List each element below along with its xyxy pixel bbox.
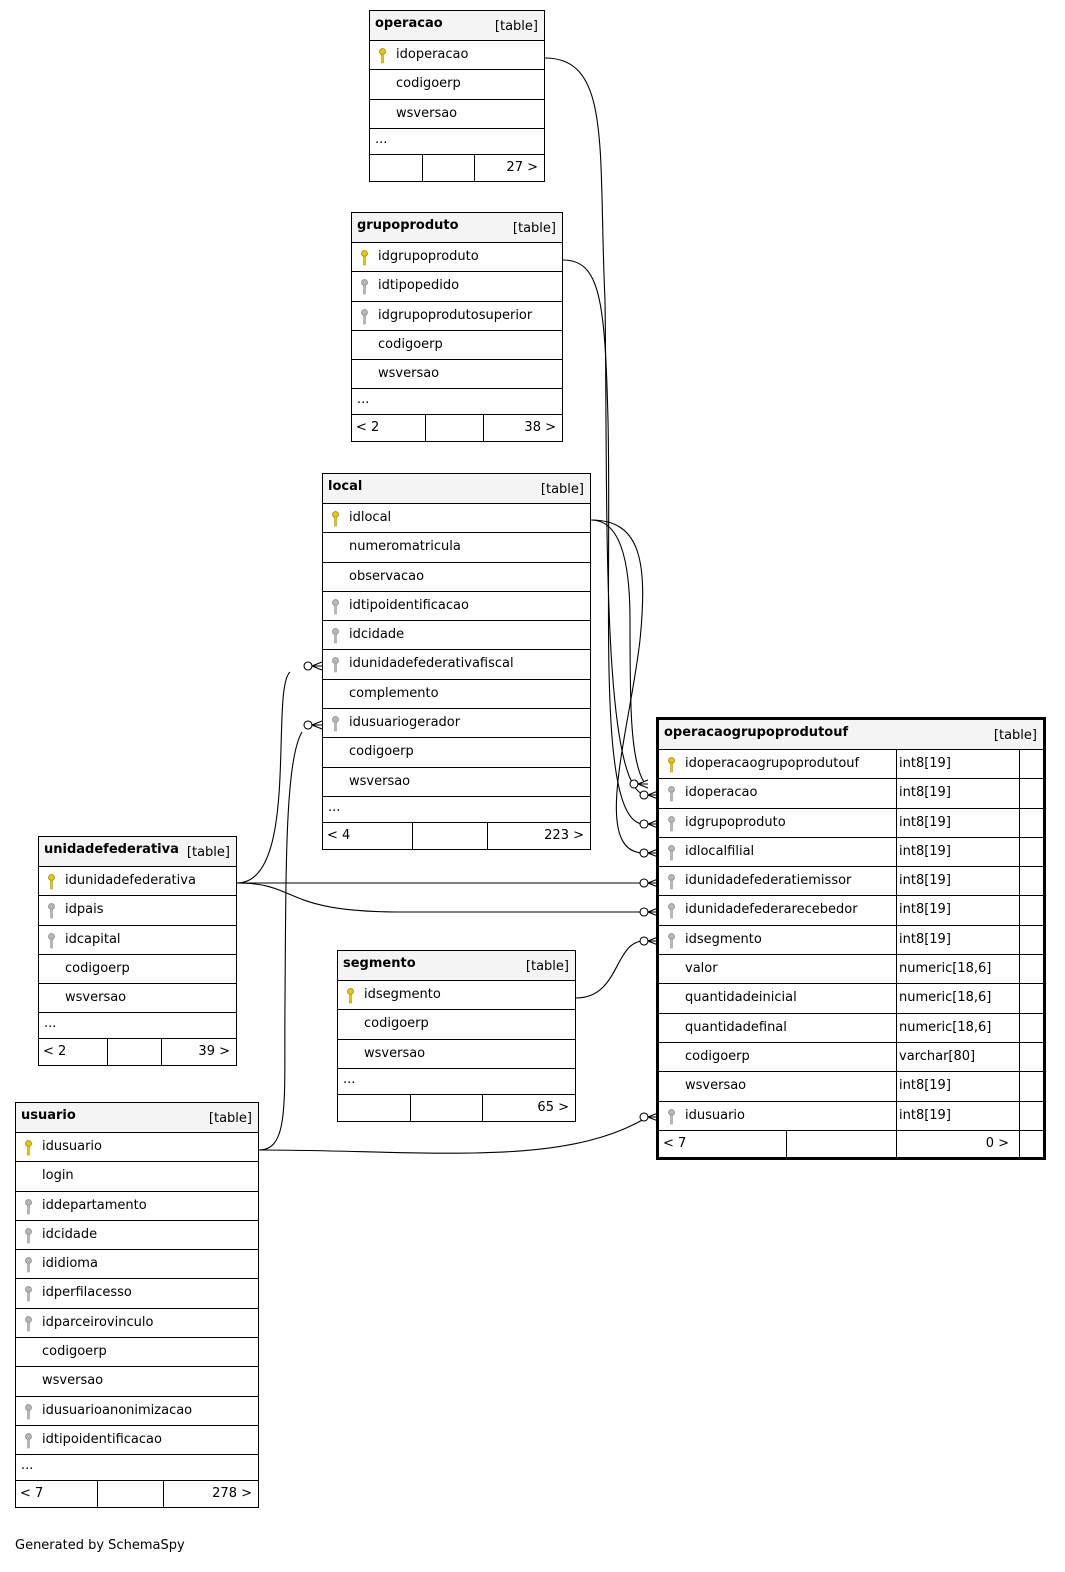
column-row[interactable] <box>338 981 575 1010</box>
column-row[interactable] <box>370 100 544 129</box>
column-name: idunidadefederarecebedor <box>685 902 858 918</box>
foreign-key-icon <box>331 628 340 644</box>
table-header <box>39 837 236 867</box>
column-row[interactable] <box>352 302 562 331</box>
column-name: idparceirovinculo <box>42 1314 154 1330</box>
column-name: wsversao <box>378 366 440 382</box>
foreign-key-icon <box>24 1316 33 1332</box>
table-operacaogrupoprodutouf[interactable] <box>656 717 1046 1160</box>
table-unidadefederativa[interactable] <box>38 836 237 1066</box>
column-divider <box>896 1102 897 1131</box>
footer-divider <box>786 1131 787 1157</box>
column-divider <box>1019 1102 1020 1131</box>
column-divider <box>1019 955 1020 984</box>
more-columns[interactable]: ... <box>338 1069 575 1095</box>
footer-divider <box>896 1131 897 1157</box>
column-type: int8[19] <box>899 873 951 889</box>
column-row[interactable] <box>352 331 562 360</box>
child-count[interactable]: 38 > <box>524 420 556 436</box>
more-columns[interactable]: ... <box>16 1455 258 1481</box>
column-row[interactable] <box>659 838 1043 867</box>
table-type: [table] <box>993 728 1037 743</box>
column-name: codigoerp <box>685 1048 750 1064</box>
column-divider <box>896 1014 897 1043</box>
column-row[interactable] <box>39 867 236 896</box>
column-name: idunidadefederatiemissor <box>685 873 852 889</box>
edge-usuario-local <box>259 732 302 1150</box>
column-divider <box>896 779 897 808</box>
foreign-key-icon <box>47 903 56 919</box>
parent-count[interactable]: < 2 <box>43 1044 67 1060</box>
column-row[interactable] <box>659 896 1043 925</box>
column-divider <box>1019 779 1020 808</box>
footer-divider <box>107 1039 108 1065</box>
edge-uf-local <box>237 672 290 883</box>
column-row[interactable] <box>16 1162 258 1191</box>
optional-cardinality-marker <box>640 849 648 857</box>
table-footer <box>659 1131 1043 1157</box>
column-row[interactable] <box>659 867 1043 896</box>
footer-divider <box>412 823 413 849</box>
table-grupoproduto[interactable] <box>351 212 563 442</box>
column-divider <box>896 896 897 925</box>
edge-usuario <box>259 1119 644 1153</box>
column-name: iddepartamento <box>42 1197 147 1213</box>
column-row[interactable] <box>370 41 544 70</box>
column-row[interactable] <box>659 1014 1043 1043</box>
column-name: codigoerp <box>349 744 414 760</box>
column-name: wsversao <box>349 773 411 789</box>
foreign-key-icon <box>24 1433 33 1449</box>
column-type: numeric[18,6] <box>899 1019 992 1035</box>
column-name: idtipoidentificacao <box>42 1431 162 1447</box>
table-footer <box>16 1481 258 1507</box>
column-type: int8[19] <box>899 814 951 830</box>
column-divider <box>896 984 897 1013</box>
column-name: idlocal <box>349 510 392 525</box>
column-name: idtipopedido <box>378 278 460 294</box>
column-row[interactable] <box>659 1072 1043 1101</box>
table-name[interactable]: grupoproduto <box>357 218 459 233</box>
column-row[interactable] <box>659 809 1043 838</box>
column-divider <box>1019 867 1020 896</box>
column-divider <box>896 1043 897 1072</box>
foreign-key-icon <box>667 845 676 861</box>
table-type: [table] <box>512 221 556 236</box>
column-name: codigoerp <box>378 336 443 352</box>
primary-key-icon <box>378 48 387 64</box>
parent-count[interactable]: < 7 <box>20 1486 44 1502</box>
column-divider <box>1019 750 1020 779</box>
many-cardinality-marker <box>312 721 322 729</box>
foreign-key-icon <box>667 874 676 890</box>
primary-key-icon <box>47 874 56 890</box>
column-row[interactable] <box>323 592 590 621</box>
column-row[interactable] <box>16 1192 258 1221</box>
many-cardinality-marker <box>312 662 322 670</box>
more-columns[interactable]: ... <box>370 129 544 155</box>
column-divider <box>896 1072 897 1101</box>
foreign-key-icon <box>24 1286 33 1302</box>
column-name: quantidadefinal <box>685 1019 787 1035</box>
column-row[interactable] <box>16 1133 258 1162</box>
more-columns[interactable]: ... <box>39 1013 236 1039</box>
column-row[interactable] <box>323 680 590 709</box>
column-name: wsversao <box>685 1078 747 1094</box>
table-name[interactable]: operacao <box>375 16 443 31</box>
table-name[interactable]: unidadefederativa <box>44 842 179 857</box>
column-name: codigoerp <box>42 1344 107 1360</box>
column-name: codigoerp <box>364 1016 429 1032</box>
optional-cardinality-marker <box>640 791 648 799</box>
foreign-key-icon <box>331 599 340 615</box>
edge-segmento <box>576 941 644 998</box>
column-name: idunidadefederativafiscal <box>349 656 514 672</box>
column-name: idlocalfilial <box>685 843 755 859</box>
column-name: wsversao <box>65 990 127 1006</box>
column-name: wsversao <box>396 105 458 121</box>
footer-divider <box>482 1095 483 1121</box>
footer-divider <box>163 1481 164 1507</box>
column-row[interactable] <box>39 896 236 925</box>
column-row[interactable] <box>16 1279 258 1308</box>
column-row[interactable] <box>16 1250 258 1279</box>
column-name: complemento <box>349 685 439 701</box>
foreign-key-icon <box>47 933 56 949</box>
column-type: varchar[80] <box>899 1048 976 1064</box>
column-row[interactable] <box>323 621 590 650</box>
optional-cardinality-marker <box>640 879 648 887</box>
foreign-key-icon <box>24 1257 33 1273</box>
column-type: int8[19] <box>899 902 951 918</box>
column-row[interactable] <box>659 926 1043 955</box>
column-name: idcidade <box>42 1226 98 1242</box>
optional-cardinality-marker <box>630 780 638 788</box>
foreign-key-icon <box>667 786 676 802</box>
table-type: [table] <box>525 959 569 974</box>
footer-divider <box>161 1039 162 1065</box>
column-name: idtipoidentificacao <box>349 597 469 613</box>
column-name: idgrupoproduto <box>685 814 786 830</box>
column-divider <box>1019 1043 1020 1072</box>
column-type: int8[19] <box>899 756 951 771</box>
column-row[interactable] <box>659 779 1043 808</box>
table-footer <box>370 155 544 181</box>
column-divider <box>896 926 897 955</box>
footer-divider <box>425 415 426 441</box>
child-count[interactable]: 65 > <box>537 1099 569 1115</box>
column-row[interactable] <box>39 955 236 984</box>
column-type: int8[19] <box>899 785 951 801</box>
column-name: idsegmento <box>364 987 441 1002</box>
column-row[interactable] <box>323 738 590 767</box>
table-header <box>16 1103 258 1133</box>
child-count[interactable]: 0 > <box>985 1135 1009 1151</box>
column-row[interactable] <box>659 955 1043 984</box>
column-name: idoperacao <box>685 785 758 801</box>
more-columns[interactable]: ... <box>323 797 590 823</box>
table-name[interactable]: operacaogrupoprodutouf <box>664 725 849 740</box>
foreign-key-icon <box>24 1199 33 1215</box>
column-name: observacao <box>349 568 425 584</box>
column-row[interactable] <box>16 1221 258 1250</box>
parent-count[interactable]: < 2 <box>356 420 380 436</box>
table-footer <box>39 1039 236 1065</box>
edge-local-filial <box>591 520 644 853</box>
column-name: numeromatricula <box>349 539 461 555</box>
column-name: idusuariogerador <box>349 715 461 731</box>
table-header <box>352 213 562 243</box>
column-row[interactable] <box>338 1040 575 1069</box>
column-name: codigoerp <box>65 960 130 976</box>
optional-cardinality-marker <box>304 662 312 670</box>
child-count[interactable]: 39 > <box>198 1044 230 1060</box>
column-name: idcidade <box>349 627 405 643</box>
column-divider <box>896 955 897 984</box>
column-name: codigoerp <box>396 76 461 92</box>
table-header <box>370 11 544 41</box>
primary-key-icon <box>24 1140 33 1156</box>
table-name[interactable]: usuario <box>21 1108 76 1123</box>
column-row[interactable] <box>323 768 590 797</box>
column-row[interactable] <box>39 926 236 955</box>
column-type: int8[19] <box>899 1107 951 1123</box>
column-type: numeric[18,6] <box>899 990 992 1006</box>
column-divider <box>1019 1072 1020 1101</box>
column-row[interactable] <box>16 1426 258 1455</box>
table-usuario[interactable] <box>15 1102 259 1508</box>
column-name: idgrupoproduto <box>378 249 479 264</box>
footer-divider <box>1019 1131 1020 1157</box>
table-name[interactable]: local <box>328 479 363 494</box>
column-divider <box>1019 896 1020 925</box>
column-name: ididioma <box>42 1256 98 1272</box>
table-type: [table] <box>494 19 538 34</box>
column-divider <box>896 809 897 838</box>
optional-cardinality-marker <box>304 721 312 729</box>
parent-count[interactable]: < 4 <box>327 827 351 843</box>
foreign-key-icon <box>360 279 369 295</box>
table-footer <box>338 1095 575 1121</box>
foreign-key-icon <box>331 657 340 673</box>
column-divider <box>1019 984 1020 1013</box>
column-row[interactable] <box>659 750 1043 779</box>
foreign-key-icon <box>667 1109 676 1125</box>
column-name: idusuario <box>42 1139 102 1154</box>
column-divider <box>1019 809 1020 838</box>
column-row[interactable] <box>352 360 562 389</box>
column-name: idcapital <box>65 931 121 947</box>
optional-cardinality-marker <box>640 820 648 828</box>
primary-key-icon <box>331 511 340 527</box>
optional-cardinality-marker <box>640 1113 648 1121</box>
table-name[interactable]: segmento <box>343 956 416 971</box>
edge-local-pk <box>591 520 644 782</box>
table-header <box>659 720 1043 750</box>
footer-divider <box>410 1095 411 1121</box>
column-row[interactable] <box>16 1309 258 1338</box>
foreign-key-icon <box>667 816 676 832</box>
column-name: idunidadefederativa <box>65 873 196 888</box>
column-row[interactable] <box>338 1010 575 1039</box>
footer-divider <box>483 415 484 441</box>
footer-divider <box>474 155 475 181</box>
column-row[interactable] <box>659 984 1043 1013</box>
column-name: idperfilacesso <box>42 1285 132 1301</box>
table-footer <box>352 415 562 441</box>
column-row[interactable] <box>323 533 590 562</box>
column-type: int8[19] <box>899 931 951 947</box>
column-row[interactable] <box>323 563 590 592</box>
table-header <box>338 951 575 981</box>
footer-divider <box>487 823 488 849</box>
column-row[interactable] <box>16 1397 258 1426</box>
column-name: wsversao <box>364 1045 426 1061</box>
primary-key-icon <box>667 757 676 773</box>
column-divider <box>1019 1014 1020 1043</box>
more-columns[interactable]: ... <box>352 389 562 415</box>
table-segmento[interactable] <box>337 950 576 1122</box>
column-name: idgrupoprodutosuperior <box>378 307 533 323</box>
foreign-key-icon <box>24 1404 33 1420</box>
column-row[interactable] <box>39 984 236 1013</box>
footer-divider <box>422 155 423 181</box>
column-name: idusuarioanonimizacao <box>42 1402 193 1418</box>
child-count[interactable]: 27 > <box>506 159 538 175</box>
column-row[interactable] <box>370 70 544 99</box>
foreign-key-icon <box>24 1228 33 1244</box>
column-name: idsegmento <box>685 931 762 947</box>
column-divider <box>896 867 897 896</box>
column-name: quantidadeinicial <box>685 990 797 1006</box>
table-local[interactable] <box>322 473 591 850</box>
edge-uf-recebedor <box>237 883 644 912</box>
column-row[interactable] <box>659 1102 1043 1131</box>
optional-cardinality-marker <box>640 908 648 916</box>
table-header <box>323 474 590 504</box>
column-type: int8[19] <box>899 843 951 859</box>
column-name: wsversao <box>42 1373 104 1389</box>
column-row[interactable] <box>323 709 590 738</box>
column-row[interactable] <box>16 1338 258 1367</box>
child-count[interactable]: 278 > <box>212 1486 252 1502</box>
column-row[interactable] <box>16 1367 258 1396</box>
column-name: idoperacaogrupoprodutouf <box>685 756 860 771</box>
column-type: int8[19] <box>899 1078 951 1094</box>
primary-key-icon <box>346 988 355 1004</box>
column-row[interactable] <box>352 243 562 272</box>
column-row[interactable] <box>323 650 590 679</box>
column-name: login <box>42 1168 74 1184</box>
column-name: idoperacao <box>396 47 469 62</box>
parent-count[interactable]: < 7 <box>663 1135 687 1151</box>
table-type: [table] <box>540 482 584 497</box>
optional-cardinality-marker <box>640 937 648 945</box>
child-count[interactable]: 223 > <box>544 827 584 843</box>
table-operacao[interactable] <box>369 10 545 182</box>
table-type: [table] <box>186 845 230 860</box>
column-name: valor <box>685 961 718 977</box>
column-type: numeric[18,6] <box>899 961 992 977</box>
table-footer <box>323 823 590 849</box>
table-type: [table] <box>208 1111 252 1126</box>
column-name: idusuario <box>685 1107 745 1123</box>
column-row[interactable] <box>323 504 590 533</box>
primary-key-icon <box>360 250 369 266</box>
footer-divider <box>97 1481 98 1507</box>
foreign-key-icon <box>667 933 676 949</box>
column-divider <box>1019 838 1020 867</box>
column-divider <box>1019 926 1020 955</box>
generator-credit: Generated by SchemaSpy <box>15 1538 185 1553</box>
column-name: idpais <box>65 902 104 918</box>
foreign-key-icon <box>331 716 340 732</box>
column-row[interactable] <box>659 1043 1043 1072</box>
foreign-key-icon <box>360 309 369 325</box>
column-divider <box>896 838 897 867</box>
column-divider <box>896 750 897 779</box>
column-row[interactable] <box>352 272 562 301</box>
foreign-key-icon <box>667 903 676 919</box>
